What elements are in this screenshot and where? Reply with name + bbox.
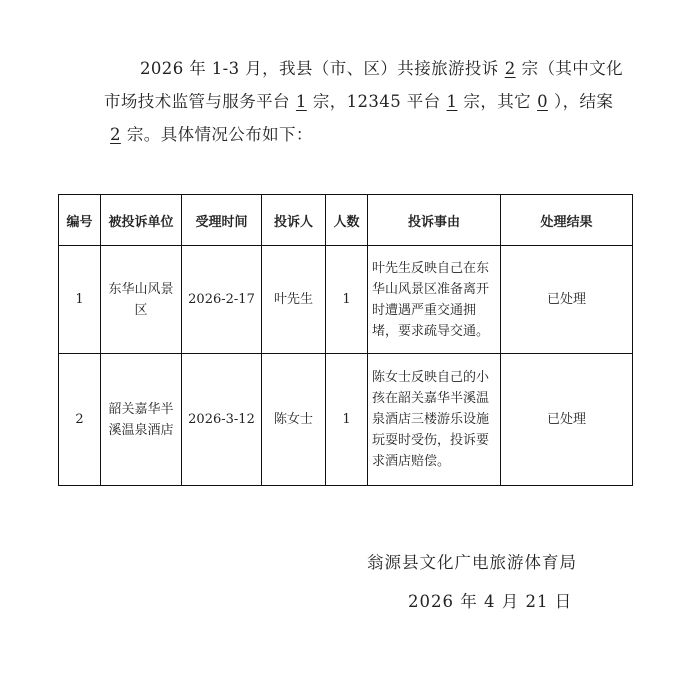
cell-unit: 韶关嘉华半溪温泉酒店 (101, 354, 182, 486)
cell-complainant: 陈女士 (262, 354, 326, 486)
intro-paragraph: 2026 年 1-3 月，我县（市、区）共接旅游投诉 2 宗（其中文化市场技术监管与服务平台 1 宗，12345 平台 1 宗，其它 0 ），结案2 宗。具体情况公布如下： (104, 59, 624, 144)
cell-no: 2 (59, 354, 101, 486)
cell-result: 已处理 (501, 354, 633, 486)
hotline-count: 1 (446, 92, 458, 111)
header-complainant: 投诉人 (262, 195, 326, 246)
cell-complainant: 叶先生 (262, 246, 326, 354)
table-row (59, 246, 633, 354)
cell-result: 已处理 (501, 246, 633, 354)
cell-reason: 叶先生反映自己在东华山风景区准备离开时遭遇严重交通拥堵，要求疏导交通。 (368, 246, 501, 354)
cell-count: 1 (326, 354, 368, 486)
header-result: 处理结果 (501, 195, 633, 246)
table-row (59, 354, 633, 486)
cell-unit: 东华山风景区 (101, 246, 182, 354)
signature-org: 翁源县文化广电旅游体育局 (367, 553, 577, 572)
closed-count: 2 (110, 125, 121, 144)
signature-date: 2026 年 4 月 21 日 (408, 592, 573, 611)
header-no: 编号 (59, 195, 101, 246)
other-count: 0 (537, 92, 548, 111)
header-date: 受理时间 (182, 195, 262, 246)
cell-count: 1 (326, 246, 368, 354)
platform-count: 1 (295, 92, 307, 111)
header-count: 人数 (326, 195, 368, 246)
table-header-row (59, 195, 633, 246)
cell-date: 2026-3-12 (182, 354, 262, 486)
header-reason: 投诉事由 (368, 195, 501, 246)
total-complaints: 2 (504, 59, 516, 78)
complaints-table (58, 194, 633, 486)
cell-reason: 陈女士反映自己的小孩在韶关嘉华半溪温泉酒店三楼游乐设施玩耍时受伤，投诉要求酒店赔偿。 (368, 354, 501, 486)
header-unit: 被投诉单位 (101, 195, 182, 246)
cell-date: 2026-2-17 (182, 246, 262, 354)
cell-no: 1 (59, 246, 101, 354)
